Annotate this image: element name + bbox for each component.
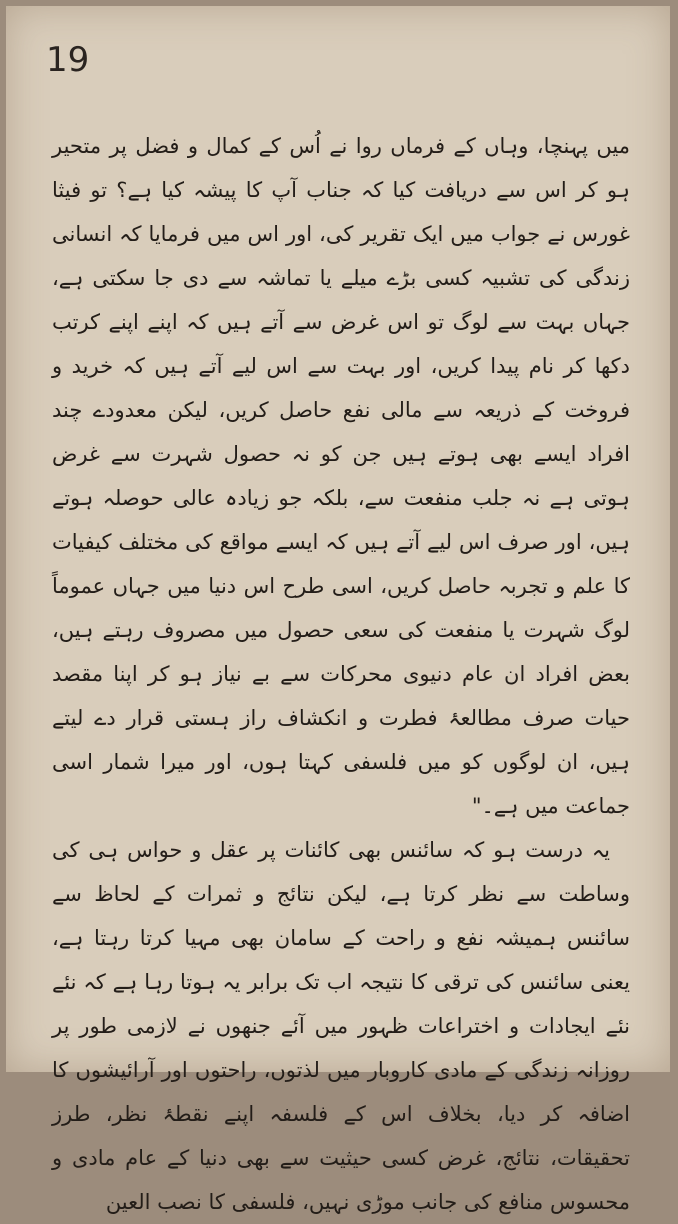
paragraph-2: یہ درست ہو کہ سائنس بھی کائنات پر عقل و حواس ہی کی وساطت سے نظر کرتا ہے، لیکن نتائج و ثمرات کے لحاظ سے سائنس ہمیشہ نفع و راحت کے سامان بھی مہیا کرتا رہتا ہے، یعنی سائنس کی ترقی کا نتیجہ اب تک برابر یہ ہوتا رہا ہے کہ نئے نئے ایجادات و اختراعات ظہور میں آئے جنھوں نے لازمی طور پر روزانہ زندگی کے مادی کاروبار میں لذتوں، راحتوں اور آرائیشوں کا اضافہ کر دیا، بخلاف اس کے فلسفہ اپنے نقطۂ نظر، طرز تحقیقات، نتائج، غرض کسی حیثیت سے بھی دنیا کے عام مادی و محسوس منافع کی جانب موڑی نہیں، فلسفی کا نصب العین	[52, 838, 630, 1214]
page-number: 19	[46, 40, 90, 80]
paragraph-1: میں پہنچا، وہاں کے فرماں روا نے اُس کے کمال و فضل پر متحیر ہو کر اس سے دریافت کیا کہ جناب آپ کا پیشہ کیا ہے؟ تو فیثا غورس نے جواب میں ایک تقریر کی، اور اس میں فرمایا کہ انسانی زندگی کی تشبیہ کسی بڑے میلے یا تماشہ سے دی جا سکتی ہے، جہاں بہت سے لوگ تو اس غرض سے آتے ہیں کہ اپنے اپنے کرتب دکھا کر نام پیدا کریں، اور بہت سے اس لیے آتے ہیں کہ خرید و فروخت کے ذریعہ سے مالی نفع حاصل کریں، لیکن معدودے چند افراد ایسے بھی ہوتے ہیں جن کو نہ حصول شہرت سے غرض ہوتی ہے نہ جلب منفعت سے، بلکہ جو زیادہ عالی حوصلہ ہوتے ہیں، اور صرف اس لیے آتے ہیں کہ ایسے مواقع کی مختلف کیفیات کا علم و تجربہ حاصل کریں، اسی طرح اس دنیا میں جہاں عموماً لوگ شہرت یا منفعت کی سعی حصول میں مصروف رہتے ہیں، بعض افراد ان عام دنیوی محرکات سے بے نیاز ہو کر اپنا مقصد حیات صرف مطالعۂ فطرت و انکشاف راز ہستی قرار دے لیتے ہیں، ان لوگوں کو میں فلسفی کہتا ہوں، اور میرا شمار اسی جماعت میں ہے۔"	[52, 134, 630, 818]
body-text	[52, 124, 630, 1224]
book-page	[6, 6, 670, 1214]
